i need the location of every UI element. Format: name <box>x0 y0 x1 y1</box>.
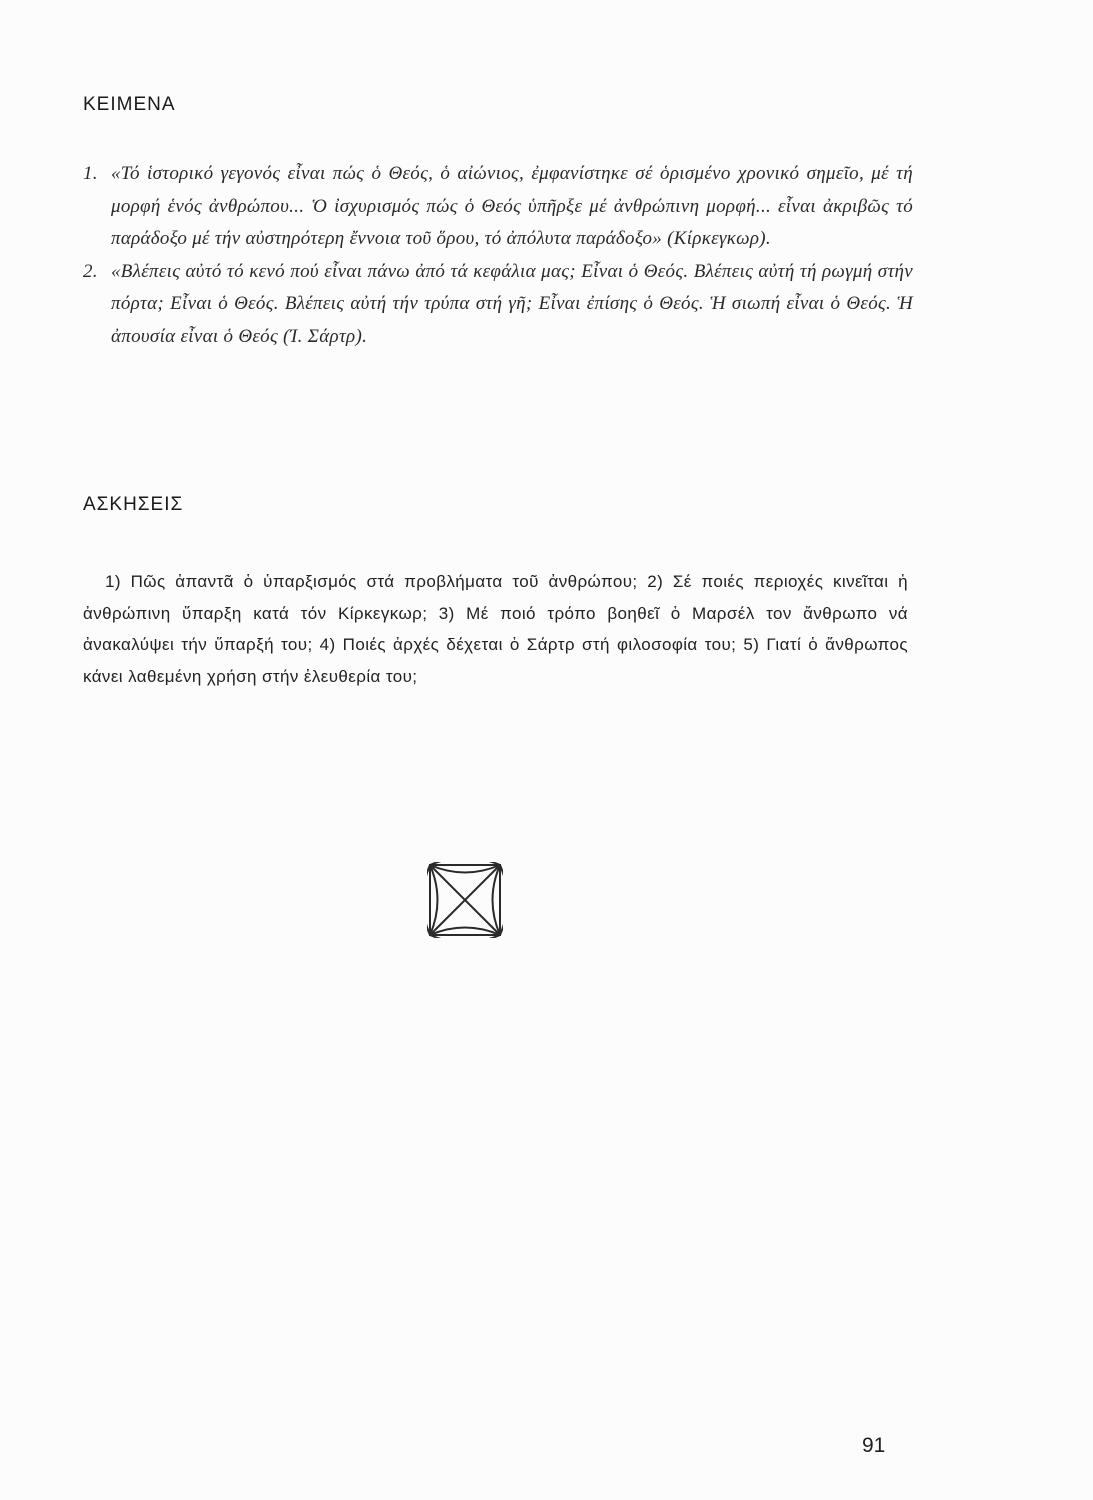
text-item-2 <box>83 256 913 354</box>
text-item-number: 1. <box>83 163 98 184</box>
text-item-1 <box>83 158 913 256</box>
quatrefoil-ornament-icon <box>427 862 503 938</box>
exercises-paragraph: 1) Πῶς ἀπαντᾶ ὁ ὑπαρξισμός στά προβλήματα τοῦ ἀνθρώπου; 2) Σέ ποιές περιοχές κινεῖται ἡ ἀνθρώπινη ὕπαρξη κατά τόν Κίρκεγκωρ; 3) Μέ ποιό τρόπο βοηθεῖ ὁ Μαρσέλ τον ἄνθρωπο νά ἀνακαλύψει τήν ὕπαρξή του; 4) Ποιές ἀρχές δέχεται ὁ Σάρτρ στή φιλοσοφία του; 5) Γιατί ὁ ἄνθρωπος κάνει λαθεμένη χρήση στήν ἐλευθερία του; <box>83 572 908 686</box>
text-item-quote: «Τό ἱστορικό γεγονός εἶναι πώς ὁ Θεός, ὁ αἰώνιος, ἐμφανίστηκε σέ ὁρισμένο χρονικό σημεῖο, μέ τή μορφή ἑνός ἀνθρώπου... Ὁ ἰσχυρισμός πώς ὁ Θεός ὑπῆρξε μέ ἀνθρώπινη μορφή... εἶναι ἀκριβῶς τό παράδοξο μέ τήν αὐστηρότερη ἔννοια τοῦ ὅρου, τό ἀπόλυτα παράδοξο» (Κίρκεγκωρ). <box>111 163 913 249</box>
texts-list <box>83 158 913 353</box>
exercises-heading: ΑΣΚΗΣΕΙΣ <box>83 494 184 515</box>
text-item-quote: «Βλέπεις αὐτό τό κενό πού εἶναι πάνω ἀπό τά κεφάλια μας; Εἶναι ὁ Θεός. Βλέπεις αὐτή τή ρωγμή στήν πόρτα; Εἶναι ὁ Θεός. Βλέπεις αὐτή τήν τρύπα στή γῆ; Εἶναι ἐπίσης ὁ Θεός. Ἡ σιωπή εἶναι ὁ Θεός. Ἡ ἀπουσία εἶναι ὁ Θεός (Ί. Σάρτρ). <box>111 260 913 347</box>
text-item-number: 2. <box>83 260 98 282</box>
page-number: 91 <box>862 1434 886 1457</box>
texts-heading: ΚΕΙΜΕΝΑ <box>83 94 176 115</box>
